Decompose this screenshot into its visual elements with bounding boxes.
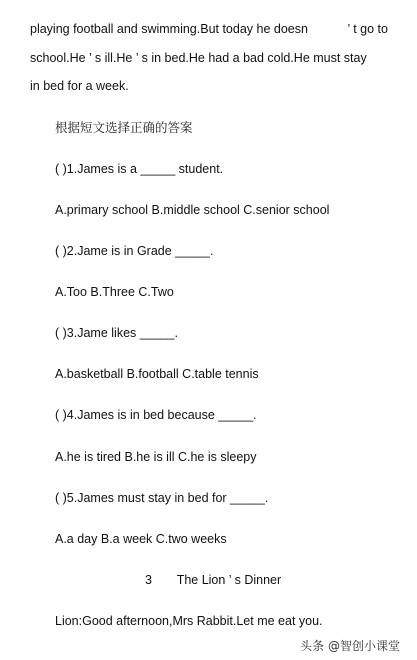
question-2: ( )2.Jame is in Grade _____. xyxy=(55,244,214,258)
question-3-options: A.basketball B.football C.table tennis xyxy=(55,367,259,381)
passage-line-1-end: ’ t go to xyxy=(347,22,388,36)
passage-line-1-start: playing football and swimming.But today he doesn xyxy=(30,22,308,36)
question-4: ( )4.James is in bed because _____. xyxy=(55,408,257,422)
section-number: 3 xyxy=(145,573,152,587)
question-5-options: A.a day B.a week C.two weeks xyxy=(55,532,227,546)
passage-line-2: school.He ’ s ill.He ’ s in bed.He had a bad cold.He must stay xyxy=(30,51,367,65)
question-5: ( )5.James must stay in bed for _____. xyxy=(55,491,269,505)
dialogue-line: Lion:Good afternoon,Mrs Rabbit.Let me eat you. xyxy=(55,614,323,628)
watermark: 头条 @智创小课堂 xyxy=(297,636,403,655)
section-heading xyxy=(145,572,281,588)
question-2-options: A.Too B.Three C.Two xyxy=(55,285,174,299)
question-1: ( )1.James is a _____ student. xyxy=(55,162,224,176)
instruction-heading: 根据短文选择正确的答案 xyxy=(55,120,193,135)
question-1-options: A.primary school B.middle school C.senior school xyxy=(55,203,330,217)
question-4-options: A.he is tired B.he is ill C.he is sleepy xyxy=(55,450,257,464)
passage-line-1 xyxy=(30,21,388,37)
question-3: ( )3.Jame likes _____. xyxy=(55,326,178,340)
passage-line-3: in bed for a week. xyxy=(30,79,129,93)
section-title: The Lion ’ s Dinner xyxy=(176,573,282,587)
